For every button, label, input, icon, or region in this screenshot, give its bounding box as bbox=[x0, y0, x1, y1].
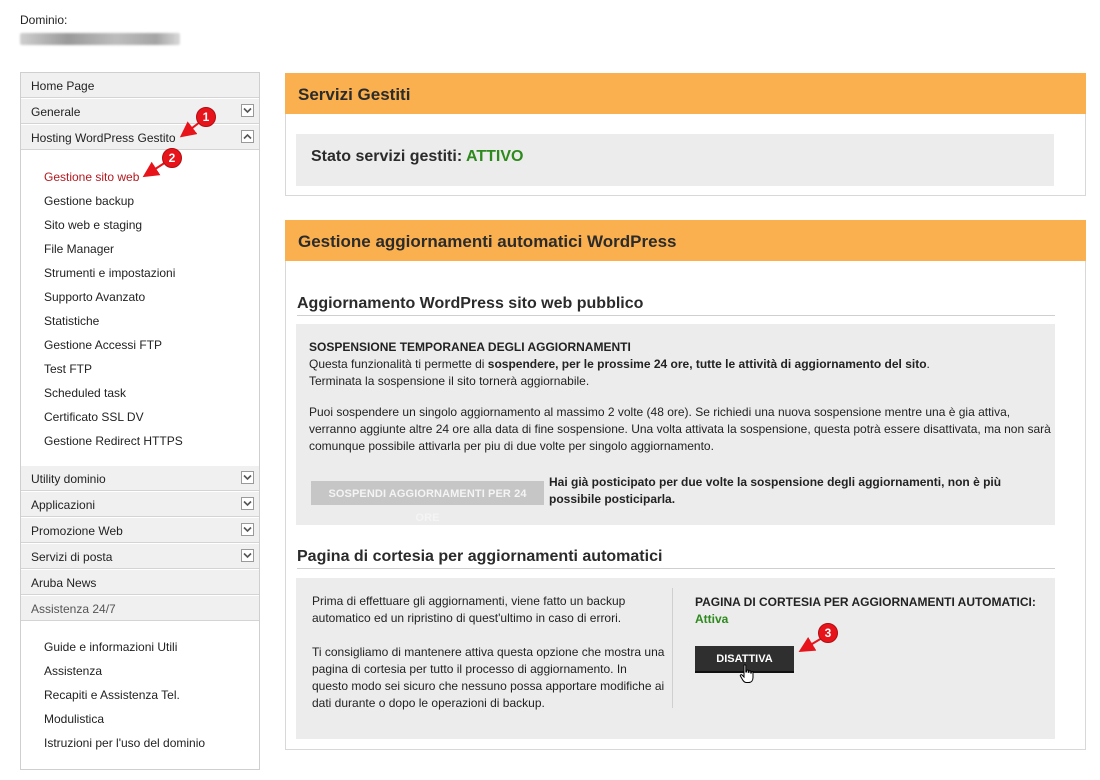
suspension-line1-suffix: . bbox=[926, 357, 930, 371]
sidebar-subitem-recapiti[interactable]: Recapiti e Assistenza Tel. bbox=[44, 688, 180, 702]
annotation-badge-3: 3 bbox=[818, 623, 838, 643]
sidebar-subitem-gestione-sito-web[interactable]: Gestione sito web bbox=[44, 170, 140, 184]
disable-courtesy-page-button[interactable]: DISATTIVA bbox=[695, 646, 794, 671]
suspend-updates-button[interactable]: SOSPENDI AGGIORNAMENTI PER 24 ORE bbox=[311, 481, 544, 505]
suspension-para2-line2: verranno aggiunte altre 24 ore alla data di fine sospensione. Una volta attivata la sospensione, questa potrà essere disattivata, ma non sarà bbox=[309, 422, 1051, 436]
sidebar-subitem-sito-web-staging[interactable]: Sito web e staging bbox=[44, 218, 143, 232]
sidebar-subitem-supporto-avanzato[interactable]: Supporto Avanzato bbox=[44, 290, 146, 304]
suspension-heading: SOSPENSIONE TEMPORANEA DEGLI AGGIORNAMENTI bbox=[309, 340, 631, 354]
suspension-line1-bold: sospendere, per le prossime 24 ore, tutte le attività di aggiornamento del sito bbox=[487, 357, 927, 371]
sidebar-subitem-istruzioni[interactable]: Istruzioni per l'uso del dominio bbox=[44, 736, 206, 750]
sidebar-subitem-gestione-backup[interactable]: Gestione backup bbox=[44, 194, 135, 208]
status-label: Stato servizi gestiti: bbox=[311, 148, 463, 165]
annotation-badge-1: 1 bbox=[196, 107, 216, 127]
sidebar-item-label: Aruba News bbox=[31, 576, 97, 590]
status-value: ATTIVO bbox=[466, 148, 524, 165]
sidebar-subitem-guide[interactable]: Guide e informazioni Utili bbox=[44, 640, 178, 654]
sidebar-subitem-modulistica[interactable]: Modulistica bbox=[44, 712, 105, 726]
courtesy-text-line: Ti consigliamo di mantenere attiva questa opzione che mostra una bbox=[312, 645, 665, 659]
domain-label: Dominio: bbox=[20, 13, 68, 27]
courtesy-text-line: dati durante o dopo le operazioni di backup. bbox=[312, 696, 545, 710]
panel-title: Servizi Gestiti bbox=[298, 85, 411, 104]
sidebar-subitem-statistiche[interactable]: Statistiche bbox=[44, 314, 100, 328]
sidebar-item-label: Applicazioni bbox=[31, 498, 96, 512]
sidebar-item-label: Utility dominio bbox=[31, 472, 106, 486]
sidebar-item-label: Servizi di posta bbox=[31, 550, 113, 564]
section-title-public-site: Aggiornamento WordPress sito web pubblico bbox=[297, 295, 644, 312]
sidebar-item-label: Promozione Web bbox=[31, 524, 123, 538]
annotation-arrow-3 bbox=[802, 638, 822, 650]
courtesy-text-line: Prima di effettuare gli aggiornamenti, viene fatto un backup bbox=[312, 594, 626, 608]
sidebar-subitem-redirect-https[interactable]: Gestione Redirect HTTPS bbox=[44, 434, 183, 448]
courtesy-text-line: automatico ed un ripristino di quest'ultimo in caso di errori. bbox=[312, 611, 622, 625]
suspension-line2: Terminata la sospensione il sito tornerà aggiornabile. bbox=[309, 374, 590, 388]
suspension-line1-prefix: Questa funzionalità ti permette di bbox=[309, 357, 488, 371]
suspension-para2-line1: Puoi sospendere un singolo aggiornamento al massimo 2 volte (48 ore). Se richiedi una nuova sospensione mentre una è gia attiva, bbox=[309, 405, 1011, 419]
courtesy-text-line: questo modo sei sicuro che nessuno possa apportare modifiche ai bbox=[312, 679, 665, 693]
panel-title: Gestione aggiornamenti automatici WordPress bbox=[298, 232, 677, 251]
sidebar-subitem-assistenza[interactable]: Assistenza bbox=[44, 664, 103, 678]
suspension-para2-line3: comunque possibile attivarla per piu di due volte per singolo aggiornamento. bbox=[309, 439, 714, 453]
sidebar-item-label: Home Page bbox=[31, 79, 95, 93]
sidebar-subitem-file-manager[interactable]: File Manager bbox=[44, 242, 115, 256]
sidebar-item-label: Generale bbox=[31, 105, 81, 119]
sidebar-subitem-test-ftp[interactable]: Test FTP bbox=[44, 362, 93, 376]
suspend-note-line2: possibile posticiparla. bbox=[549, 492, 676, 506]
suspend-note-line1: Hai già posticipato per due volte la sospensione degli aggiornamenti, non è più bbox=[549, 475, 1002, 489]
courtesy-status-label: PAGINA DI CORTESIA PER AGGIORNAMENTI AUTOMATICI: bbox=[695, 595, 1036, 609]
annotation-badge-2: 2 bbox=[162, 148, 182, 168]
sidebar-subitem-scheduled-task[interactable]: Scheduled task bbox=[44, 386, 127, 400]
sidebar-subitem-accessi-ftp[interactable]: Gestione Accessi FTP bbox=[44, 338, 163, 352]
courtesy-text-line: pagina di cortesia per tutto il processo di aggiornamento. In bbox=[312, 662, 627, 676]
annotation-arrow-1 bbox=[183, 122, 200, 135]
sidebar-item-label: Assistenza 24/7 bbox=[31, 602, 116, 616]
sidebar-item-label: Hosting WordPress Gestito bbox=[31, 131, 176, 145]
sidebar-subitem-strumenti[interactable]: Strumenti e impostazioni bbox=[44, 266, 176, 280]
courtesy-status-value: Attiva bbox=[695, 612, 729, 626]
sidebar-subitem-ssl-dv[interactable]: Certificato SSL DV bbox=[44, 410, 144, 424]
section-title-courtesy-page: Pagina di cortesia per aggiornamenti automatici bbox=[297, 548, 663, 565]
